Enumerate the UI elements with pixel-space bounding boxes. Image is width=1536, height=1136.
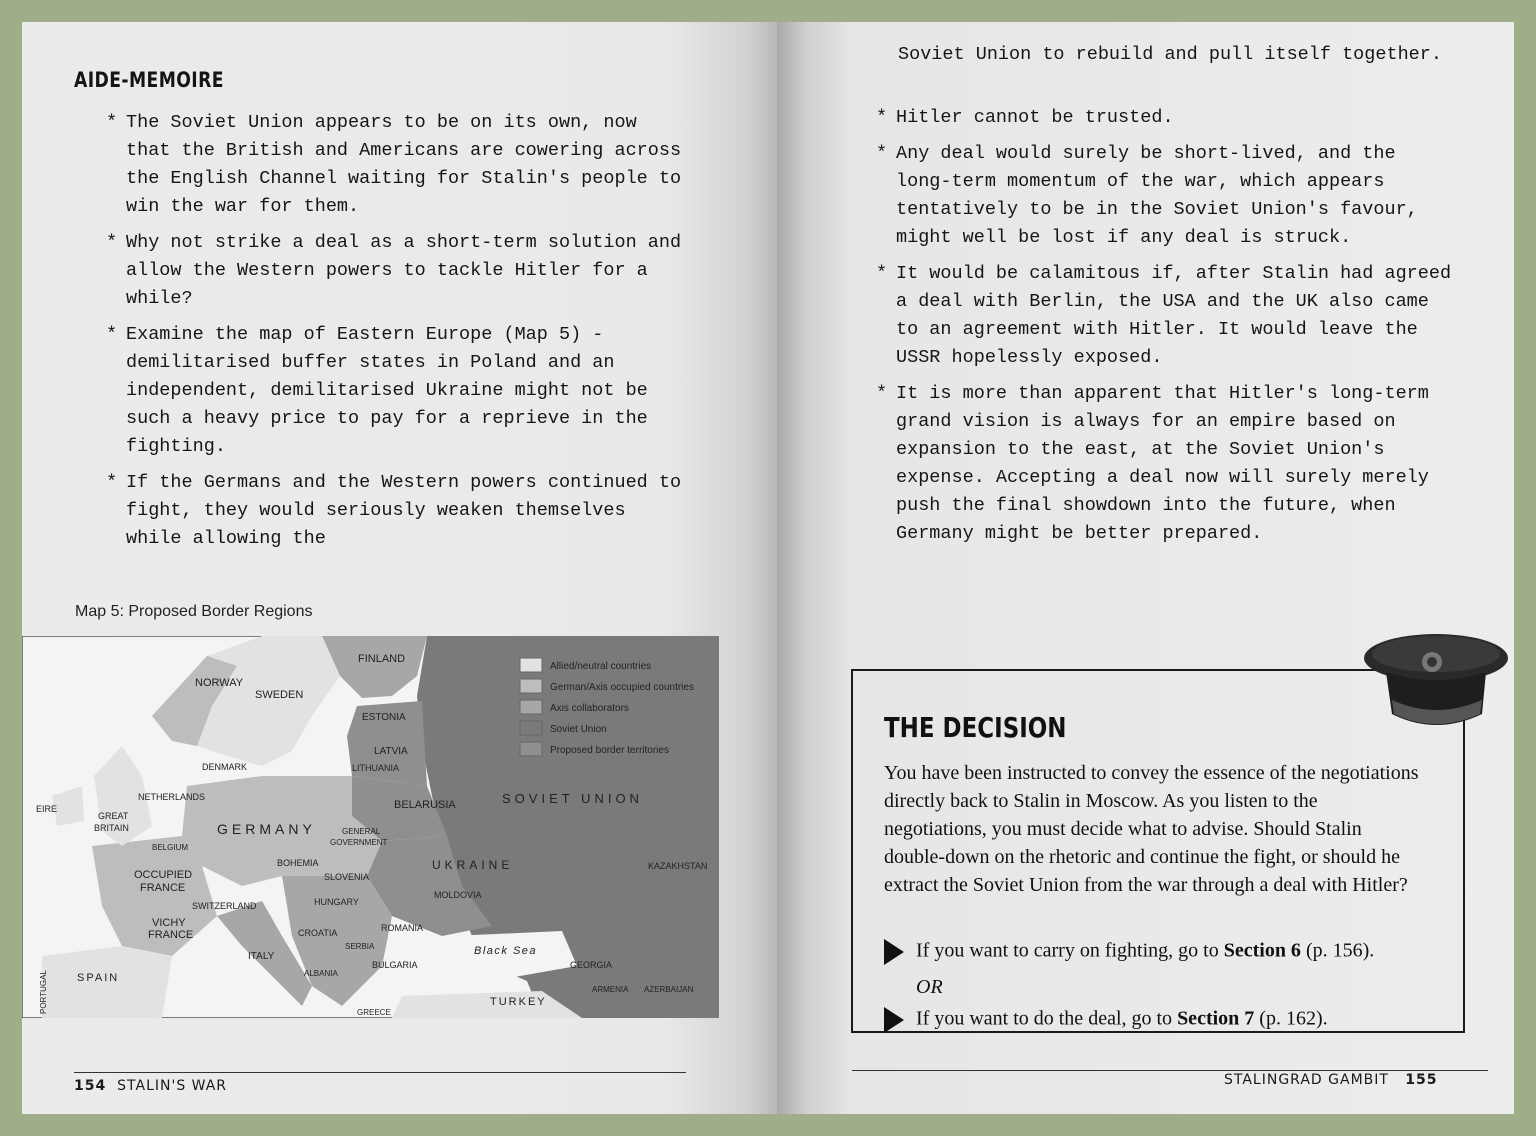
page-number: 154	[74, 1078, 107, 1094]
running-title: STALINGRAD GAMBIT	[1224, 1072, 1389, 1088]
bullet-star-icon: *	[106, 324, 118, 345]
arrow-right-icon	[884, 1007, 904, 1033]
label-sweden: SWEDEN	[255, 689, 304, 701]
left-page	[22, 22, 777, 1114]
bullet-star-icon: *	[876, 263, 888, 284]
label-great-britain: GREAT	[98, 811, 129, 821]
folio-right	[1224, 1072, 1438, 1088]
aide-memoire-heading: AIDE-MEMOIRE	[74, 68, 224, 92]
legend-label: Axis collaborators	[550, 703, 629, 714]
label-occupied-france: FRANCE	[140, 882, 186, 894]
map-proposed-border-regions	[22, 636, 719, 1018]
list-item: * Examine the map of Eastern Europe (Map 5) - demilitarised buffer states in Poland and an independent, demilitarised Ukraine might not be such a heavy price to pay for a reprieve in the fighting.	[106, 321, 686, 461]
label-croatia: CROATIA	[298, 928, 338, 938]
label-norway: NORWAY	[195, 677, 244, 689]
label-moldovia: MOLDOVIA	[434, 890, 482, 900]
label-spain: SPAIN	[77, 972, 120, 984]
decision-title: THE DECISION	[884, 711, 1067, 744]
section-link[interactable]: Section 7	[1177, 1007, 1255, 1030]
map-caption: Map 5: Proposed Border Regions	[75, 603, 313, 620]
label-belarusia: BELARUSIA	[394, 799, 456, 811]
legend-swatch	[520, 721, 542, 735]
or-separator: OR	[916, 976, 943, 998]
legend-label: Proposed border territories	[550, 745, 669, 756]
footer-rule	[74, 1072, 686, 1073]
label-eire: EIRE	[36, 804, 58, 814]
choice-fight[interactable]: If you want to carry on fighting, go to Section 6 (p. 156).	[884, 939, 1374, 965]
choice-deal[interactable]: If you want to do the deal, go to Section 7 (p. 162).	[884, 1007, 1328, 1033]
label-slovenia: SLOVENIA	[324, 872, 370, 882]
bullet-star-icon: *	[106, 112, 118, 133]
bullet-star-icon: *	[106, 232, 118, 253]
section-link[interactable]: Section 6	[1223, 939, 1301, 962]
label-armenia: ARMENIA	[592, 985, 629, 994]
label-hungary: HUNGARY	[314, 897, 359, 907]
footer-rule	[852, 1070, 1488, 1071]
label-general-government: GOVERNMENT	[330, 838, 388, 847]
arrow-right-icon	[884, 939, 904, 965]
label-latvia: LATVIA	[374, 746, 408, 757]
legend-label: Allied/neutral countries	[550, 661, 652, 672]
running-title: STALIN'S WAR	[117, 1078, 228, 1094]
legend-label: German/Axis occupied countries	[550, 682, 694, 693]
label-romania: ROMANIA	[381, 923, 424, 933]
cap-icon	[1358, 618, 1508, 738]
label-azerbaijan: AZERBAIJAN	[644, 985, 694, 994]
label-georgia: GEORGIA	[570, 960, 613, 970]
legend-swatch	[520, 679, 542, 693]
label-netherlands: NETHERLANDS	[138, 792, 206, 802]
label-denmark: DENMARK	[202, 762, 248, 772]
continued-text: Soviet Union to rebuild and pull itself together.	[898, 44, 1442, 65]
label-occupied-france: OCCUPIED	[134, 869, 193, 881]
label-turkey: TURKEY	[490, 996, 547, 1008]
officer-cap-illustration	[1358, 618, 1508, 743]
label-greece: GREECE	[357, 1008, 391, 1017]
decision-body: You have been instructed to convey the essence of the negotiations directly back to Stalin in Moscow. As you listen to the negotiations, you must decide what to advise. Should Stalin double-down on the rhetoric and continue the fight, or should he extract the Soviet Union from the war through a deal with Hitler?	[884, 762, 1419, 896]
bullet-star-icon: *	[106, 472, 118, 493]
label-soviet-union: SOVIET UNION	[502, 791, 643, 806]
label-bulgaria: BULGARIA	[372, 960, 418, 970]
legend-label: Soviet Union	[550, 724, 607, 735]
label-albania: ALBANIA	[304, 969, 338, 978]
list-item: * The Soviet Union appears to be on its own, now that the British and Americans are cowering across the English Channel waiting for Stalin's people to win the war for them.	[106, 109, 686, 221]
legend-swatch	[520, 658, 542, 672]
label-lithuania: LITHUANIA	[352, 763, 400, 773]
aide-memoire-list	[106, 109, 686, 561]
label-great-britain: BRITAIN	[94, 823, 129, 833]
label-belgium: BELGIUM	[152, 843, 189, 852]
label-black-sea: Black Sea	[474, 945, 538, 957]
map-graphic	[22, 636, 719, 1018]
label-portugal: PORTUGAL	[39, 970, 48, 1014]
list-item: * It would be calamitous if, after Stalin had agreed a deal with Berlin, the USA and the UK also came to an agreement with Hitler. It would leave the USSR hopelessly exposed.	[876, 260, 1456, 372]
label-switzerland: SWITZERLAND	[192, 901, 257, 911]
bullet-star-icon: *	[876, 143, 888, 164]
label-vichy-france: FRANCE	[148, 929, 194, 941]
bullet-star-icon: *	[876, 383, 888, 404]
label-estonia: ESTONIA	[362, 712, 406, 723]
label-ukraine: UKRAINE	[432, 858, 514, 872]
list-item: * If the Germans and the Western powers continued to fight, they would seriously weaken themselves while allowing the	[106, 469, 686, 553]
label-general-government: GENERAL	[342, 827, 381, 836]
label-bohemia: BOHEMIA	[277, 858, 319, 868]
folio-left	[74, 1078, 227, 1094]
label-finland: FINLAND	[358, 653, 406, 665]
label-italy: ITALY	[248, 951, 275, 962]
list-item: * Why not strike a deal as a short-term solution and allow the Western powers to tackle Hitler for a while?	[106, 229, 686, 313]
right-bullet-list	[876, 104, 1456, 556]
legend-swatch	[520, 700, 542, 714]
list-item: * Hitler cannot be trusted.	[876, 104, 1456, 132]
book-spread	[22, 22, 1514, 1114]
bullet-star-icon: *	[876, 107, 888, 128]
label-serbia: SERBIA	[345, 942, 375, 951]
page-number: 155	[1405, 1072, 1438, 1088]
label-kazakhstan: KAZAKHSTAN	[648, 861, 708, 871]
list-item: * It is more than apparent that Hitler's long-term grand vision is always for an empire based on expansion to the east, at the Soviet Union's expense. Accepting a deal now will surely merely push the final showdown into the future, when Germany might be better prepared.	[876, 380, 1456, 548]
label-germany: GERMANY	[217, 821, 316, 837]
legend-swatch	[520, 742, 542, 756]
list-item: * Any deal would surely be short-lived, and the long-term momentum of the war, which appears tentatively to be in the Soviet Union's favour, might well be lost if any deal is struck.	[876, 140, 1456, 252]
label-vichy-france: VICHY	[152, 917, 186, 929]
